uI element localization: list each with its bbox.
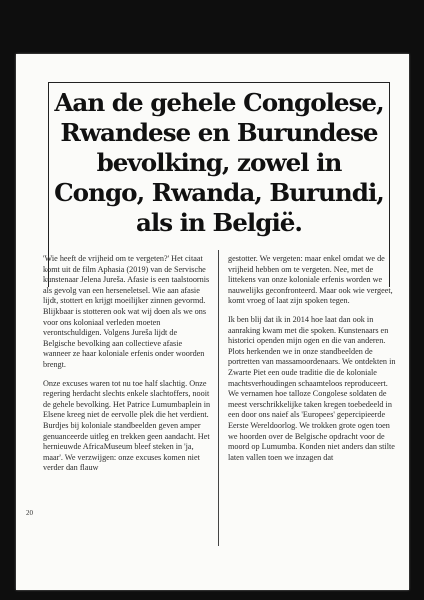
left-paragraph-1: 'Wie heeft de vrijheid om te vergeten?' Het citaat komt uit de film Aphasia (2019) van de Servische kunstenaar Jelena Jureša. Afasie is een taalstoornis als gevolg van een herseneletsel. Wie aan afasie lijdt, stottert en krijgt moeilijker zinnen gevormd. Blijkbaar is stotteren ook wat wij doen als we ons voor ons koloniaal verleden moeten verontschuldigen. Volgens Jureša lijdt de Belgische bevolking aan collectieve afasie wanneer ze haar koloniale erfenis onder woorden brengt. xyxy=(43,254,210,369)
page-number: 20 xyxy=(26,509,33,517)
column-divider xyxy=(218,250,219,546)
right-paragraph-2: Ik ben blij dat ik in 2014 hoe laat dan ook in aanraking kwam met die spoken. Kunstenaars en historici openden mijn ogen en die van anderen. Plots herkenden we in onze standbeelden de portretten van massamoordenaars. We ontdekten in Zwarte Piet een oude traditie die de koloniale machtsverhoudingen schaamteloos reproduceert. We vernamen hoe talloze Congolese soldaten de meest verschrikkelijke taken kregen toebedeeld in een door ons naief als 'Europees' gepercipieerde Eerste Wereldoorlog. We trokken grote ogen toen we hoorden over de Belgische opdracht voor de moord op Lumumba. Konden niet anders dan stilte laten vallen toen we inzagen dat xyxy=(228,314,396,462)
right-paragraph-1: gestotter. We vergeten: maar enkel omdat we de vrijheid hebben om te vergeten. Nee, met de littekens van onze koloniale erfenis worden we nauwelijks geconfronteerd. Maar ook wie vergeet, komt vroeg of laat zijn spoken tegen. xyxy=(228,254,393,306)
headline: Aan de gehele Congolese, Rwandese en Burundese bevolking, zowel in Congo, Rwanda, Burundi, als in België. xyxy=(54,88,384,237)
right-column xyxy=(228,254,396,471)
magazine-page xyxy=(16,54,409,590)
left-paragraph-2: Onze excuses waren tot nu toe half slachtig. Onze regering herdacht slechts enkele slachtoffers, nooit de gehele bevolking. Het Patrice Lumumbaplein in Elsene kreeg niet de eervolle plek die het verdient. Burdjes bij koloniale standbeelden geven amper genuanceerde uitleg en trekken geen aandacht. Het hernieuwde AfricaMuseum bleef steken in 'ja, maar'. We verzwijgen: onze excuses komen niet verder dan flauw xyxy=(43,378,211,473)
left-column xyxy=(43,254,211,482)
